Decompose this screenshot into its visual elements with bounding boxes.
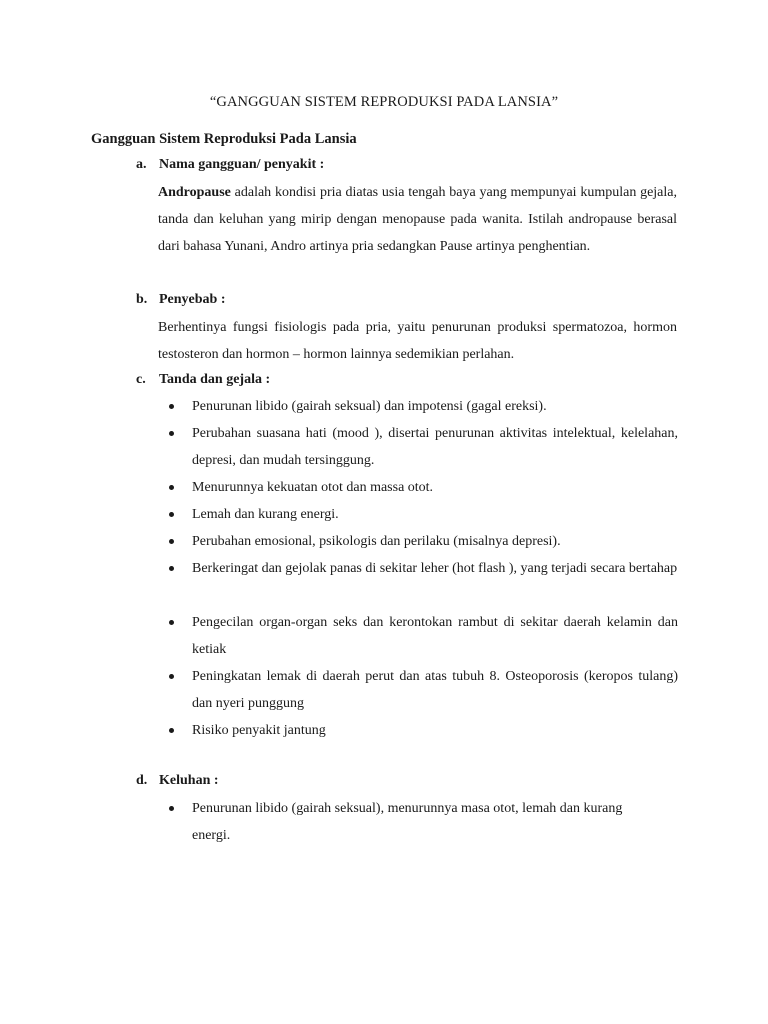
section-a-text: adalah kondisi pria diatas usia tengah baya yang mempunyai kumpulan gejala, tanda dan keluhan yang mirip dengan menopause pada wanita. Istilah andropause berasal dari bahasa Yunani, Andro artinya pria sedangkan Pause artinya penghentian. xyxy=(158,185,677,254)
list-item-text: Perubahan emosional, psikologis dan perilaku (misalnya depresi). xyxy=(192,534,561,549)
document-heading: Gangguan Sistem Reproduksi Pada Lansia xyxy=(91,131,357,147)
bullet-icon xyxy=(169,512,174,517)
section-b-title: Penyebab : xyxy=(159,292,226,307)
term-andropause: Andropause xyxy=(158,185,231,200)
list-item-text: Penurunan libido (gairah seksual), menurunnya masa otot, lemah dan kurang energi. xyxy=(192,801,623,843)
section-a-title: Nama gangguan/ penyakit : xyxy=(159,157,325,172)
bullet-icon xyxy=(169,539,174,544)
list-item-text: Menurunnya kekuatan otot dan massa otot. xyxy=(192,480,434,495)
bullet-icon xyxy=(169,485,174,490)
section-c-letter: c. xyxy=(136,372,146,387)
list-item-text: Peningkatan lemak di daerah perut dan atas tubuh 8. Osteoporosis (keropos tulang) dan nyeri punggung xyxy=(192,669,678,711)
section-c-title: Tanda dan gejala : xyxy=(159,372,271,387)
list-item-text: Perubahan suasana hati (mood ), disertai penurunan aktivitas intelektual, kelelahan, depresi, dan mudah tersinggung. xyxy=(192,426,678,468)
list-item-text: Lemah dan kurang energi. xyxy=(192,507,339,522)
bullet-icon xyxy=(169,728,174,733)
bullet-icon xyxy=(169,806,174,811)
list-item-text: Risiko penyakit jantung xyxy=(192,723,326,738)
section-b-letter: b. xyxy=(136,292,148,307)
bullet-icon xyxy=(169,620,174,625)
section-b-paragraph: Berhentinya fungsi fisiologis pada pria, yaitu penurunan produksi spermatozoa, hormon testosteron dan hormon – hormon lainnya sedemikian perlahan. xyxy=(158,320,677,362)
list-item-text: Penurunan libido (gairah seksual) dan impotensi (gagal ereksi). xyxy=(192,399,547,414)
bullet-icon xyxy=(169,431,174,436)
bullet-icon xyxy=(169,566,174,571)
bullet-icon xyxy=(169,674,174,679)
bullet-icon xyxy=(169,404,174,409)
section-d-letter: d. xyxy=(136,773,148,788)
list-item-text: Berkeringat dan gejolak panas di sekitar leher (hot flash ), yang terjadi secara bertahap xyxy=(192,561,678,576)
list-item-text: Pengecilan organ-organ seks dan kerontokan rambut di sekitar daerah kelamin dan ketiak xyxy=(192,615,678,657)
section-d-title: Keluhan : xyxy=(159,773,219,788)
section-a-letter: a. xyxy=(136,157,147,172)
document-title: “GANGGUAN SISTEM REPRODUKSI PADA LANSIA” xyxy=(209,94,559,110)
section-a-paragraph xyxy=(158,179,677,260)
